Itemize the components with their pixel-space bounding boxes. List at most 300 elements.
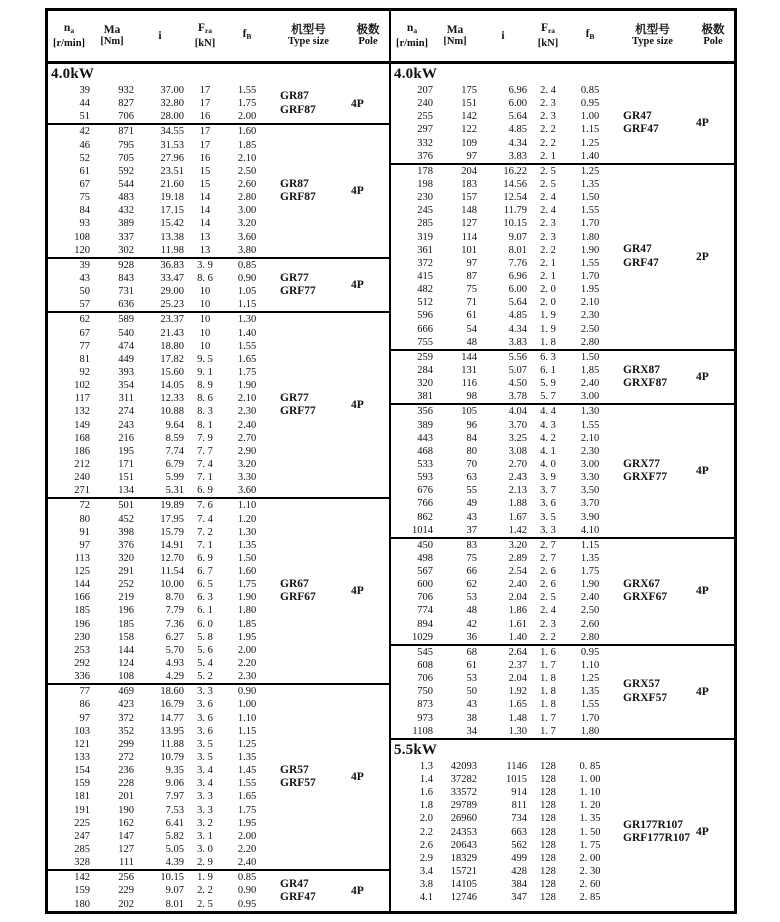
cell-i: 15.79	[160, 526, 184, 538]
cell-fb: 1.90	[237, 592, 257, 604]
cell-fra: 1. 7	[540, 725, 556, 737]
cell-ma: 190	[118, 804, 134, 816]
gear-block	[391, 84, 734, 163]
cell-fra: 1. 7	[540, 712, 556, 724]
cell-na: 103	[74, 725, 90, 737]
column-header-fra-subscript: ra	[204, 26, 213, 35]
cell-ma: 105	[461, 406, 477, 418]
cell-fb: 1.55	[580, 699, 600, 711]
cell-na: 2.2	[419, 826, 433, 838]
cell-i: 4.39	[165, 857, 184, 869]
cell-i: 4.85	[508, 310, 527, 322]
cell-i: 21.60	[160, 178, 184, 190]
power-section	[391, 738, 734, 905]
cell-i: 1.48	[508, 712, 527, 724]
cell-fra: 4. 0	[540, 458, 556, 470]
cell-i: 3.20	[508, 539, 527, 551]
cell-fb: 2.50	[580, 605, 600, 617]
cell-fra: 2. 5	[540, 592, 556, 604]
cell-ma: 87	[466, 270, 477, 282]
cell-ma: 75	[466, 552, 477, 564]
cell-ma: 70	[466, 458, 477, 470]
cell-fra: 7. 4	[197, 513, 213, 525]
column-header-ma-unit: [Nm]	[443, 36, 467, 47]
cell-i: 9.35	[165, 765, 184, 777]
cell-i: 4.34	[508, 323, 527, 335]
cell-fra: 14	[199, 205, 211, 217]
cell-ma: 219	[118, 592, 134, 604]
cell-fra: 2. 5	[540, 178, 556, 190]
pole-label: 4P	[351, 279, 364, 292]
cell-fb: 1. 20	[579, 800, 601, 812]
cell-i: 811	[511, 800, 527, 812]
cell-fra: 3. 4	[197, 765, 213, 777]
cell-fra: 128	[540, 813, 556, 825]
cell-ma: 55	[466, 485, 477, 497]
cell-fra: 7. 1	[197, 539, 213, 551]
type-size-name: GRF177R107	[623, 832, 691, 845]
cell-fb: 0.90	[237, 272, 257, 284]
cell-i: 2.04	[508, 592, 527, 604]
column-header-na-subscript: a	[70, 26, 75, 35]
column-header-fra-symbol: $F_{ra}$	[540, 22, 556, 35]
cell-ma: 540	[118, 327, 134, 339]
cell-ma: 62	[466, 579, 477, 591]
gear-block	[48, 683, 389, 869]
cell-ma: 71	[466, 297, 477, 309]
cell-fra: 2. 2	[540, 244, 556, 256]
cell-ma: 843	[118, 272, 134, 284]
cell-na: 51	[79, 111, 90, 123]
cell-ma: 50	[466, 686, 477, 698]
cell-fra: 3. 9	[197, 259, 213, 271]
column-header-ma	[433, 24, 477, 49]
cell-fra: 128	[540, 800, 556, 812]
cell-ma: 589	[118, 314, 134, 326]
cell-na: 596	[417, 310, 433, 322]
cell-fb: 2.40	[580, 378, 600, 390]
cell-fra: 2. 2	[540, 631, 556, 643]
cell-fra: 17	[199, 126, 211, 138]
cell-ma: 142	[461, 111, 477, 123]
gear-block	[48, 84, 389, 123]
cell-fb: 3.90	[580, 511, 600, 523]
cell-i: 5.07	[508, 364, 527, 376]
cell-i: 14.56	[503, 178, 527, 190]
cell-na: 450	[417, 539, 433, 551]
cell-na: 125	[74, 566, 90, 578]
cell-ma: 157	[461, 192, 477, 204]
pole-label: 4P	[351, 399, 364, 412]
cell-fra: 1. 9	[197, 872, 213, 884]
cell-fra: 6. 9	[197, 485, 213, 497]
cell-na: 512	[417, 297, 433, 309]
cell-i: 10.00	[160, 579, 184, 591]
cell-i: 13.95	[160, 725, 184, 737]
column-header-i	[134, 30, 186, 43]
cell-fb: 0.95	[580, 98, 600, 110]
cell-fra: 2. 5	[197, 898, 213, 910]
cell-i: 1.40	[508, 631, 527, 643]
cell-na: 133	[74, 752, 90, 764]
cell-ma: 932	[118, 85, 134, 96]
cell-fra: 128	[540, 826, 556, 838]
cell-i: 663	[511, 826, 527, 838]
pole-label: 2P	[696, 250, 709, 263]
type-size-name: GRXF57	[623, 691, 668, 704]
cell-fb: 1.70	[580, 712, 600, 724]
cell-ma: 928	[118, 259, 134, 271]
column-header-ma	[90, 24, 134, 49]
cell-i: 2.54	[508, 566, 527, 578]
cell-i: 4.50	[508, 378, 527, 390]
cell-fb: 3.30	[580, 472, 600, 484]
cell-fra: 2. 4	[540, 605, 556, 617]
cell-i: 384	[511, 879, 527, 891]
cell-i: 7.74	[165, 445, 184, 457]
cell-i: 27.96	[160, 152, 184, 164]
cell-na: 230	[74, 631, 90, 643]
cell-i: 12.33	[160, 393, 184, 405]
cell-fb: 1.85	[580, 364, 600, 376]
column-header-type-size	[613, 24, 692, 49]
cell-ma: 75	[466, 284, 477, 296]
cell-fb: 1.40	[580, 150, 600, 162]
cell-fb: 1.50	[580, 351, 600, 363]
cell-fra: 2. 2	[197, 885, 213, 897]
cell-i: 17.95	[160, 513, 184, 525]
cell-fb: 1.70	[580, 270, 600, 282]
cell-i: 32.80	[160, 98, 184, 110]
cell-na: 84	[79, 205, 90, 217]
cell-i: 3.78	[508, 391, 527, 403]
cell-fra: 1. 8	[540, 686, 556, 698]
cell-na: 1.4	[419, 774, 433, 786]
cell-fb: 2.00	[237, 111, 257, 123]
cell-fb: 3.80	[237, 244, 257, 256]
cell-i: 1.42	[508, 524, 527, 536]
cell-i: 1.65	[508, 699, 527, 711]
type-size-name: GR47	[623, 109, 652, 122]
cell-na: 2.0	[419, 813, 433, 825]
cell-i: 2.89	[508, 552, 527, 564]
cell-fb: 1.30	[580, 406, 600, 418]
cell-fra: 1. 8	[540, 673, 556, 685]
cell-fra: 7. 2	[197, 526, 213, 538]
cell-i: 1.30	[508, 725, 527, 737]
pole-label: 4P	[696, 117, 709, 130]
cell-na: 706	[417, 673, 433, 685]
pole-label: 4P	[696, 585, 709, 598]
type-size-name: GR47	[623, 243, 652, 256]
cell-fra: 128	[540, 787, 556, 799]
cell-na: 1.8	[419, 800, 433, 812]
column-header-ma-symbol: Ma	[446, 23, 464, 36]
column-header-fra-unit: [kN]	[194, 37, 216, 49]
column-header-fra	[186, 22, 224, 50]
type-size-name: GRF77	[280, 405, 316, 418]
cell-i: 7.97	[165, 791, 184, 803]
type-size-name: GRX57	[623, 678, 661, 691]
cell-fra: 128	[540, 892, 556, 904]
cell-ma: 98	[466, 391, 477, 403]
cell-i: 16.79	[160, 699, 184, 711]
cell-i: 3.25	[508, 432, 527, 444]
cell-fra: 2. 6	[540, 566, 556, 578]
cell-fb: 0.85	[237, 872, 257, 884]
cell-na: 62	[79, 314, 90, 326]
cell-fb: 1.45	[237, 765, 257, 777]
pole-label: 4P	[351, 771, 364, 784]
cell-fb: 1.75	[580, 566, 600, 578]
cell-fra: 3. 5	[197, 752, 213, 764]
cell-na: 181	[74, 791, 90, 803]
cell-fb: 1.55	[237, 340, 257, 352]
cell-na: 284	[417, 364, 433, 376]
cell-fra: 128	[540, 866, 556, 878]
cell-na: 117	[74, 393, 90, 405]
cell-fb: 2.70	[237, 432, 257, 444]
cell-na: 247	[74, 830, 90, 842]
column-header-ma-symbol: Ma	[103, 23, 121, 36]
cell-ma: 33572	[450, 787, 477, 799]
pole-label: 4P	[351, 885, 364, 897]
cell-na: 755	[417, 336, 433, 348]
cell-ma: 12746	[450, 892, 477, 904]
column-header-na-unit: [r/min]	[52, 37, 86, 49]
cell-i: 10.88	[160, 406, 184, 418]
type-size-name: GR87	[280, 177, 309, 190]
cell-na: 706	[417, 592, 433, 604]
cell-i: 6.27	[165, 631, 184, 643]
cell-ma: 18329	[450, 852, 477, 864]
cell-na: 80	[79, 513, 90, 525]
cell-i: 11.54	[160, 566, 184, 578]
cell-na: 255	[417, 111, 433, 123]
cell-fb: 1.80	[580, 231, 600, 243]
cell-fb: 2.40	[580, 592, 600, 604]
cell-fb: 2.90	[237, 445, 257, 457]
cell-fra: 2. 2	[540, 124, 556, 136]
cell-na: 198	[417, 178, 433, 190]
cell-i: 914	[511, 787, 527, 799]
type-size-name: GRX67	[623, 577, 661, 590]
cell-i: 15.60	[160, 366, 184, 378]
cell-na: 285	[417, 218, 433, 230]
cell-fb: 1.30	[237, 526, 257, 538]
cell-ma: 63	[466, 472, 477, 484]
cell-fra: 5. 7	[540, 391, 556, 403]
cell-fra: 7. 7	[197, 445, 213, 457]
cell-fra: 6. 5	[197, 579, 213, 591]
cell-na: 372	[417, 257, 433, 269]
type-size-name: GR57	[280, 763, 309, 776]
cell-ma: 196	[118, 605, 134, 617]
cell-fb: 1.35	[237, 752, 257, 764]
cell-fra: 7. 1	[197, 472, 213, 484]
column-header-type-size-unit: Type size	[632, 36, 673, 47]
cell-na: 750	[417, 686, 433, 698]
cell-fb: 1.50	[580, 192, 600, 204]
cell-na: 608	[417, 660, 433, 672]
cell-ma: 474	[118, 340, 134, 352]
cell-fra: 17	[199, 85, 211, 96]
cell-i: 1.88	[508, 498, 527, 510]
cell-i: 1.61	[508, 618, 527, 630]
cell-ma: 171	[118, 458, 134, 470]
cell-fra: 2. 2	[540, 137, 556, 149]
cell-na: 319	[417, 231, 433, 243]
cell-na: 1.6	[419, 787, 433, 799]
cell-i: 19.89	[160, 500, 184, 512]
cell-i: 428	[511, 866, 527, 878]
cell-na: 81	[79, 353, 90, 365]
cell-i: 5.56	[508, 351, 527, 363]
cell-fra: 2. 1	[540, 150, 556, 162]
cell-ma: 38	[466, 712, 477, 724]
cell-ma: 195	[118, 445, 134, 457]
cell-fra: 3. 5	[540, 511, 556, 523]
cell-fb: 2.10	[580, 432, 600, 444]
cell-i: 10.15	[503, 218, 527, 230]
pole-label: 4P	[351, 185, 364, 198]
cell-fb: 1.20	[237, 513, 257, 525]
cell-i: 6.96	[508, 85, 527, 96]
cell-ma: 42093	[450, 760, 477, 772]
column-header-fb-symbol: $f_B$	[585, 28, 595, 42]
type-size-name: GRF47	[623, 123, 659, 136]
cell-ma: 705	[118, 152, 134, 164]
cell-i: 23.37	[160, 314, 184, 326]
cell-na: 862	[417, 511, 433, 523]
type-size-name: GR87	[280, 90, 309, 103]
type-size-label	[613, 678, 692, 705]
cell-i: 7.76	[508, 257, 527, 269]
cell-fb: 1.25	[237, 738, 257, 750]
type-size-name: GR77	[280, 391, 309, 404]
cell-fb: 1.05	[237, 286, 257, 298]
gear-motor-ratings-table	[45, 8, 737, 914]
pole-label: 4P	[696, 685, 709, 698]
cell-fb: 3.30	[237, 472, 257, 484]
cell-fb: 2.40	[237, 419, 257, 431]
cell-fb: 1.85	[237, 618, 257, 630]
cell-ma: 158	[118, 631, 134, 643]
cell-ma: 114	[461, 231, 477, 243]
cell-ma: 162	[118, 817, 134, 829]
cell-fb: 2. 00	[579, 852, 601, 864]
cell-fb: 2.10	[580, 297, 600, 309]
cell-na: 102	[74, 380, 90, 392]
cell-i: 5.64	[508, 111, 527, 123]
cell-fb: 1.10	[237, 500, 257, 512]
column-header-na-subscript: a	[413, 26, 418, 35]
cell-ma: 302	[118, 244, 134, 256]
column-header-fra-symbol: $F_{ra}$	[197, 22, 213, 35]
cell-i: 19.18	[160, 192, 184, 204]
cell-fb: 3.20	[237, 458, 257, 470]
cell-fra: 4. 2	[540, 432, 556, 444]
cell-fra: 2. 5	[540, 165, 556, 177]
type-size-label	[613, 819, 692, 846]
cell-fb: 1.10	[580, 660, 600, 672]
cell-na: 159	[74, 778, 90, 790]
cell-ma: 827	[118, 98, 134, 110]
cell-ma: 228	[118, 778, 134, 790]
cell-i: 6.96	[508, 270, 527, 282]
cell-na: 91	[79, 526, 90, 538]
cell-na: 1014	[412, 524, 433, 536]
column-header-type-size-symbol: 机型号	[635, 23, 670, 36]
cell-ma: 43	[466, 511, 477, 523]
type-size-label	[270, 392, 347, 419]
cell-i: 17.15	[160, 205, 184, 217]
cell-na: 297	[417, 124, 433, 136]
cell-fb: 1.70	[580, 218, 600, 230]
cell-fb: 0.95	[237, 898, 257, 910]
cell-i: 9.07	[165, 885, 184, 897]
cell-fb: 1.25	[580, 673, 600, 685]
cell-fra: 2. 4	[540, 205, 556, 217]
cell-fra: 2. 3	[540, 98, 556, 110]
cell-na: 39	[79, 85, 90, 96]
cell-na: 113	[74, 552, 90, 564]
cell-na: 320	[417, 378, 433, 390]
type-size-name: GRXF77	[623, 471, 668, 484]
cell-ma: 795	[118, 139, 134, 151]
type-size-name: GRF87	[280, 103, 316, 116]
cell-fb: 1.00	[580, 111, 600, 123]
cell-i: 34.55	[160, 126, 184, 138]
cell-ma: 636	[118, 299, 134, 311]
cell-na: 600	[417, 579, 433, 591]
cell-fb: 1.75	[237, 98, 257, 110]
cell-i: 31.53	[160, 139, 184, 151]
cell-fb: 1. 10	[579, 787, 601, 799]
cell-fb: 0.95	[580, 646, 600, 658]
cell-na: 97	[79, 712, 90, 724]
cell-ma: 42	[466, 618, 477, 630]
cell-na: 168	[74, 432, 90, 444]
cell-fra: 3. 7	[540, 485, 556, 497]
cell-na: 67	[79, 327, 90, 339]
cell-na: 180	[74, 898, 90, 910]
cell-ma: 185	[118, 618, 134, 630]
cell-fra: 6. 7	[197, 566, 213, 578]
cell-i: 1.86	[508, 605, 527, 617]
cell-fb: 1.60	[237, 566, 257, 578]
column-header-i-symbol: i	[158, 29, 162, 42]
cell-fra: 2. 3	[540, 231, 556, 243]
gear-block	[48, 869, 389, 910]
cell-na: 240	[74, 472, 90, 484]
cell-fra: 3. 3	[197, 804, 213, 816]
cell-fb: 1. 35	[579, 813, 601, 825]
cell-fra: 2. 3	[540, 218, 556, 230]
cell-fra: 5. 9	[540, 378, 556, 390]
cell-fra: 8. 1	[197, 419, 213, 431]
cell-na: 1029	[412, 631, 433, 643]
cell-fra: 6. 1	[540, 364, 556, 376]
cell-i: 15.42	[160, 218, 184, 230]
cell-fra: 9. 1	[197, 366, 213, 378]
cell-na: 86	[79, 699, 90, 711]
cell-i: 8.01	[508, 244, 527, 256]
cell-fra: 6. 0	[197, 618, 213, 630]
cell-na: 186	[74, 445, 90, 457]
cell-fb: 1.10	[237, 712, 257, 724]
cell-fb: 2.30	[237, 671, 257, 683]
